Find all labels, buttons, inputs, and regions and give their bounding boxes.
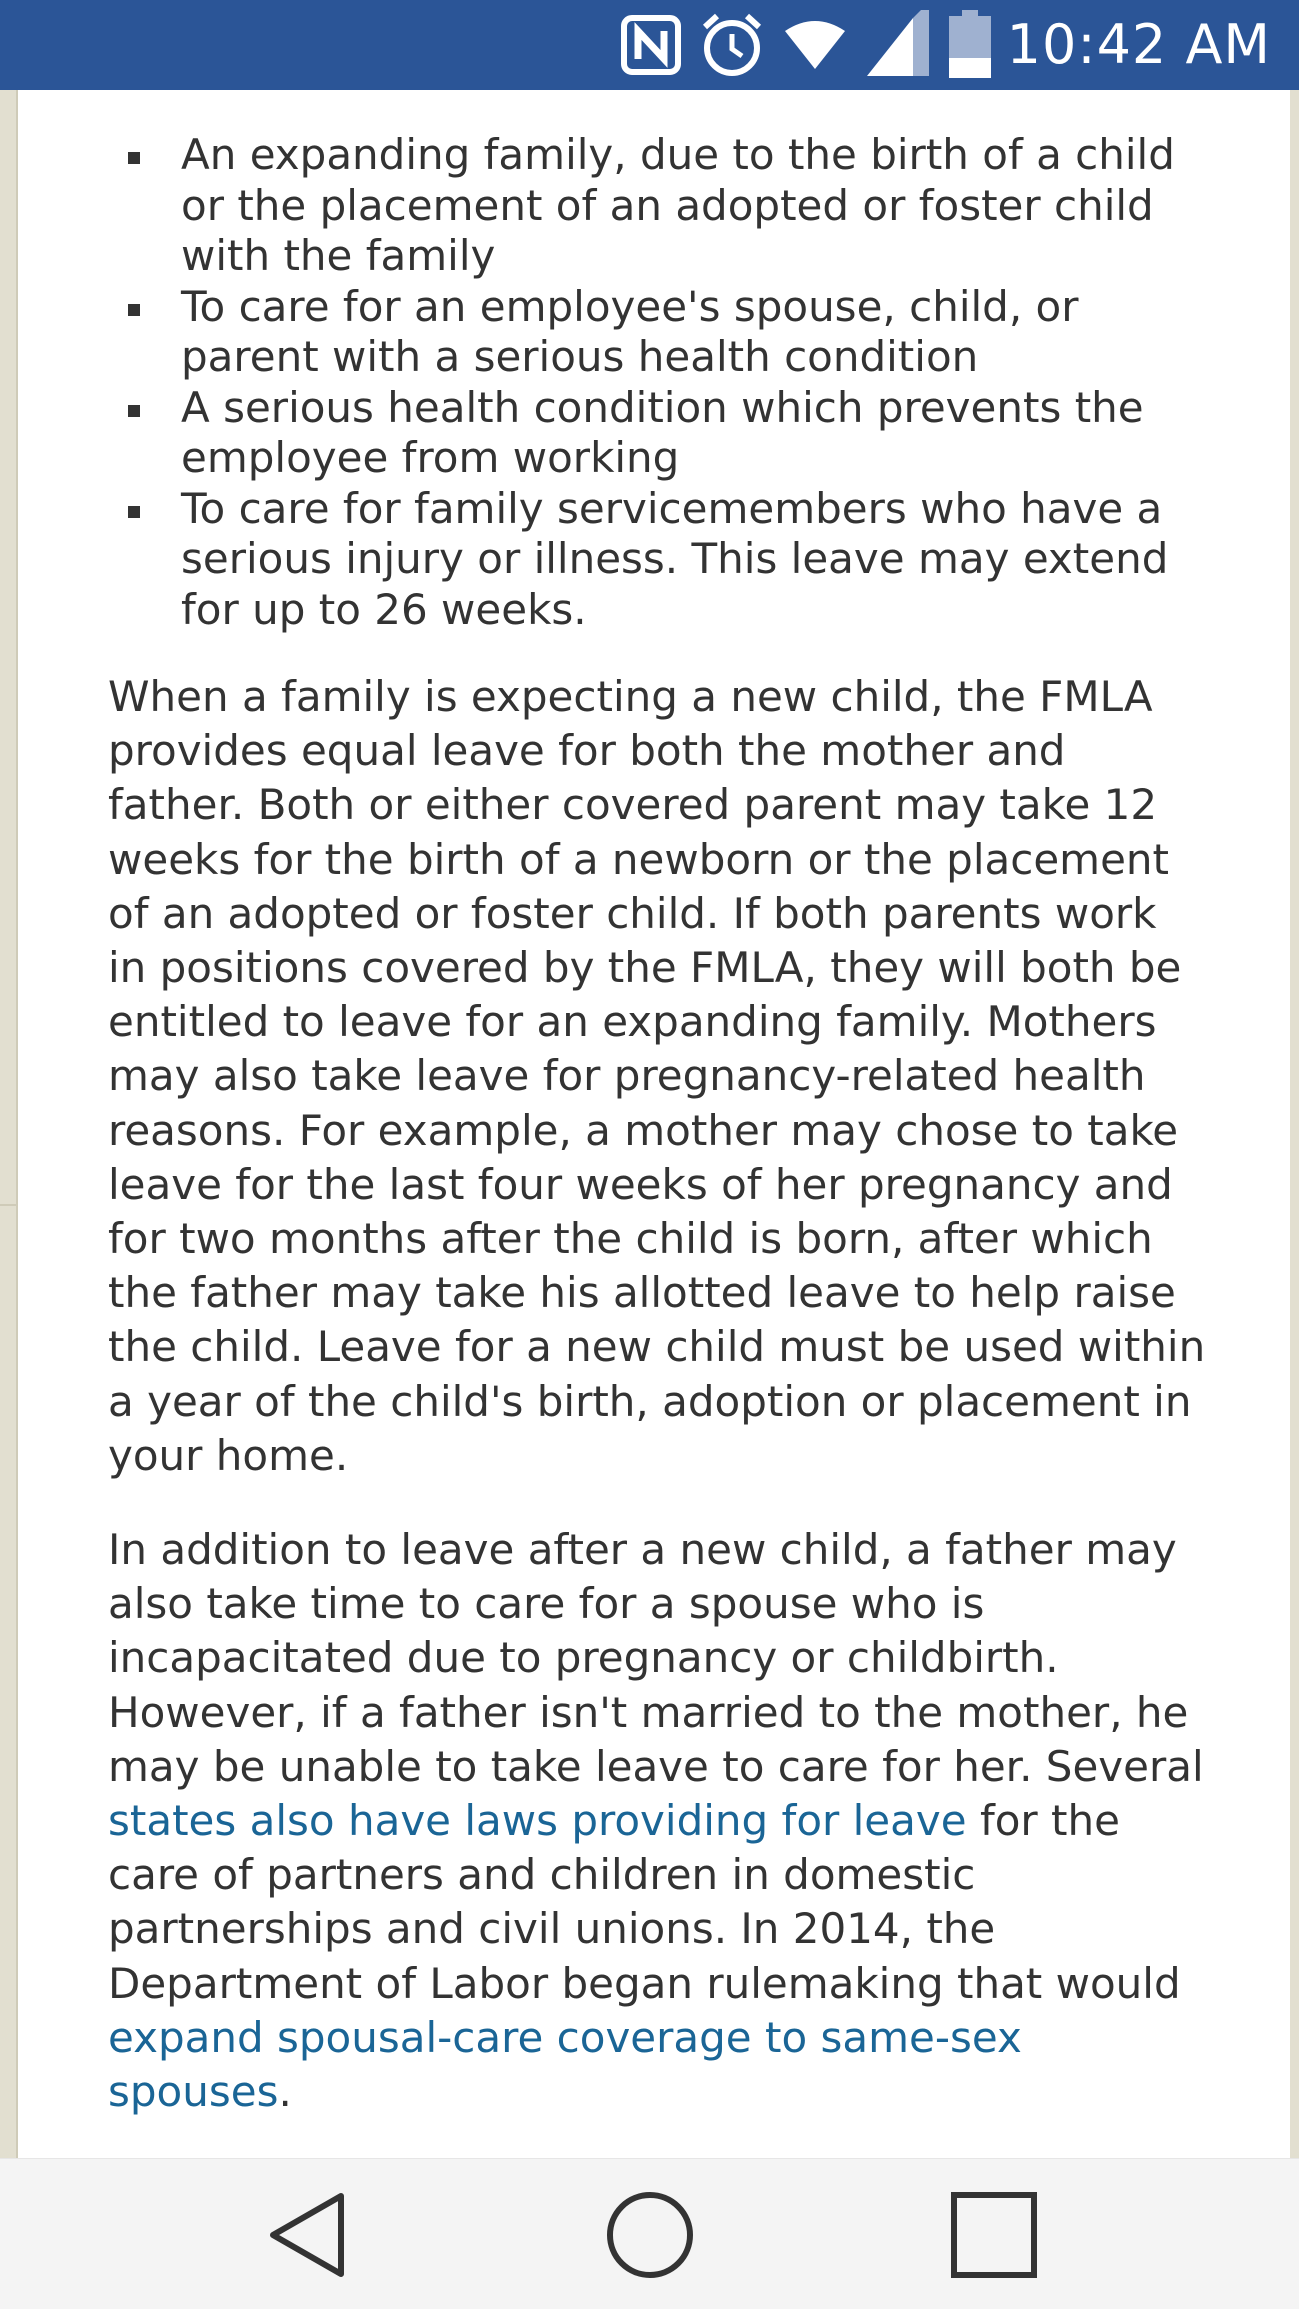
list-item [108,383,1208,484]
back-button[interactable] [228,2159,388,2310]
back-icon [263,2190,353,2280]
status-time: 10:42 AM [1006,13,1271,76]
bullet-icon [128,405,140,417]
recents-button[interactable] [914,2159,1074,2310]
state-laws-link[interactable]: states also have laws providing for leave [108,1796,967,1846]
list-item-text: An expanding family, due to the birth of a child or the placement of an adopted or foster child with the family [181,130,1175,280]
list-item [108,484,1208,636]
paragraph-text: . [278,2067,292,2117]
rail-divider [0,1204,18,1206]
list-item-text: To care for an employee's spouse, child, or parent with a serious health condition [181,281,1079,381]
bullet-icon [128,506,140,518]
paragraph-text: In addition to leave after a new child, a father may also take time to care for a spouse who is incapacitated due to pregnancy or childbirth. However, if a father isn't married to the mother, he may be unable to take leave to care for her. Several [108,1525,1204,1791]
article-content [108,130,1208,2119]
leave-reasons-list [108,130,1208,635]
spousal-care-link[interactable]: expand spousal-care coverage to same-sex spouses [108,2012,1022,2117]
left-page-rail [0,90,18,2158]
battery-icon [949,10,991,80]
list-item [108,282,1208,383]
signal-icon [863,10,933,80]
right-page-rail [1290,90,1299,2158]
recents-icon [949,2190,1039,2280]
home-icon [602,2187,698,2283]
bullet-icon [128,304,140,316]
list-item-text: A serious health condition which prevents the employee from working [181,382,1144,482]
status-bar [0,0,1299,90]
list-item [108,130,1208,282]
wifi-icon [783,19,847,71]
nfc-icon [621,15,681,75]
alarm-icon [697,10,767,80]
navigation-bar [0,2158,1299,2309]
paragraph-spouse-care [108,1523,1208,2119]
bullet-icon [128,152,140,164]
paragraph-new-child: When a family is expecting a new child, the FMLA provides equal leave for both the mother and father. Both or either covered parent may take 12 weeks for the birth of a newborn or the placement of an adopted or foster child. If both parents work in positions covered by the FMLA, they will both be entitled to leave for an expanding family. Mothers may also take leave for pregnancy-related health reasons. For example, a mother may chose to take leave for the last four weeks of her pregnancy and for two months after the child is born, after which the father may take his allotted leave to help raise the child. Leave for a new child must be used within a year of the child's birth, adoption or placement in your home. [108,672,1206,1480]
paragraph-text: for the care of partners and children in domestic partnerships and civil unions. In 2014, the Department of Labor began rulemaking that would [108,1796,1181,2008]
home-button[interactable] [570,2159,730,2310]
list-item-text: To care for family servicemembers who have a serious injury or illness. This leave may extend for up to 26 weeks. [181,483,1169,634]
